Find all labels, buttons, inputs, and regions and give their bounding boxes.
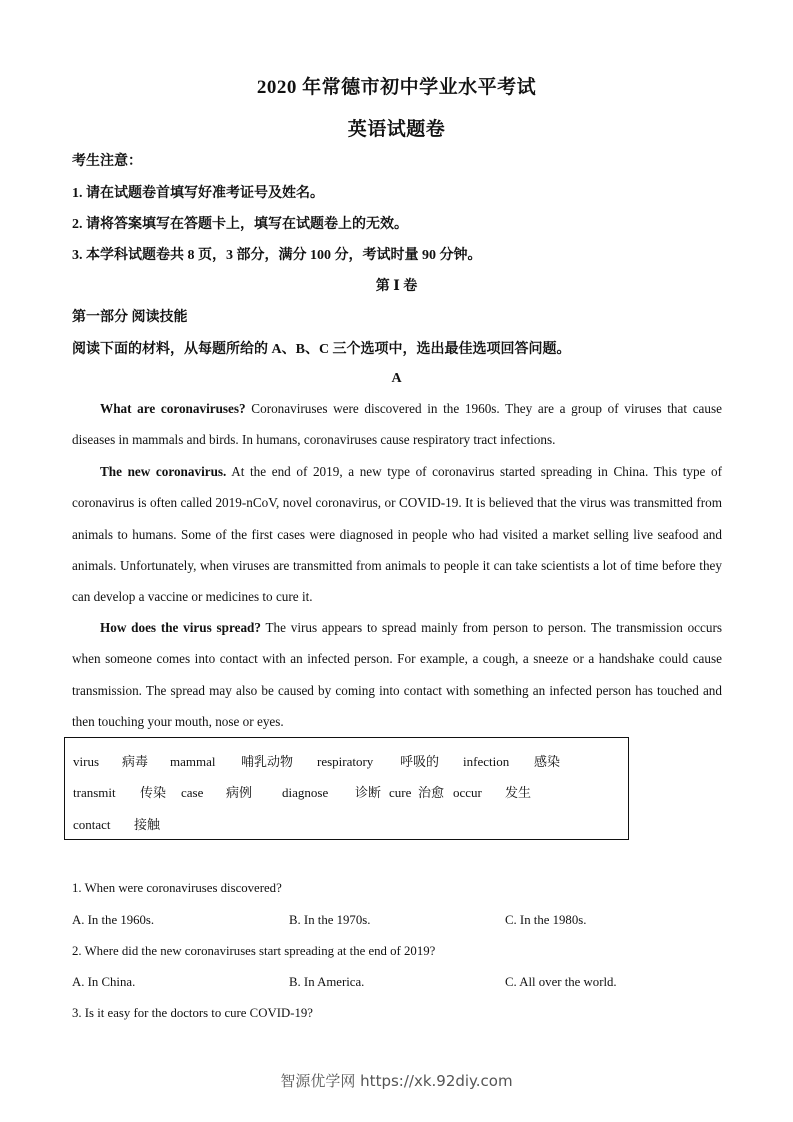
question-text: 1. When were coronaviruses discovered? bbox=[72, 881, 282, 895]
vocab-word: occur bbox=[453, 785, 482, 800]
paragraph-text: At the end of 2019, a new type of coronavirus started spreading in China. This type of coronavirus is often called 2019-nCoV, novel coronavirus, or COVID-19. It is believed that the virus was transmitted from animals to humans. Some of the first cases were diagnosed in people who had visited a market selling live seafood and animals. Unfortunately, when viruses are transmitted from animals to people it can take scientists a lot of time before they can develop a vaccine or medicines to cure it. bbox=[72, 464, 722, 605]
vocab-meaning: 传染 bbox=[140, 785, 167, 800]
vocabulary-box bbox=[64, 737, 629, 840]
vocab-word: contact bbox=[73, 817, 111, 832]
vocab-word: mammal bbox=[170, 754, 216, 769]
vocab-meaning: 病毒 bbox=[122, 754, 149, 769]
passage-label: A bbox=[391, 371, 402, 386]
vocab-meaning: 病例 bbox=[226, 785, 253, 800]
instruction: 阅读下面的材料，从每题所给的 A、B、C 三个选项中，选出最佳选项回答问题。 bbox=[72, 342, 571, 357]
notice-item: 2. 请将答案填写在答题卡上，填写在试题卷上的无效。 bbox=[72, 217, 408, 232]
vocabulary-row bbox=[73, 814, 160, 833]
vocab-word: case bbox=[181, 785, 204, 800]
question-text: 2. Where did the new coronaviruses start spreading at the end of 2019? bbox=[72, 944, 436, 958]
passage-paragraph bbox=[72, 612, 722, 737]
volume-heading: 第 Ⅰ 卷 bbox=[375, 279, 418, 294]
vocab-word: diagnose bbox=[282, 785, 329, 800]
part-heading: 第一部分 阅读技能 bbox=[72, 310, 188, 325]
answer-option-c: C. All over the world. bbox=[505, 975, 617, 989]
paragraph-lead: The new coronavirus. bbox=[100, 464, 227, 479]
answer-option-b: B. In the 1970s. bbox=[289, 913, 371, 927]
vocabulary-row bbox=[73, 782, 531, 801]
vocab-meaning: 哺乳动物 bbox=[241, 754, 294, 769]
notice-item: 3. 本学科试题卷共 8 页，3 部分，满分 100 分，考试时量 90 分钟。 bbox=[72, 248, 482, 263]
vocab-meaning: 呼吸的 bbox=[400, 754, 440, 769]
vocab-meaning: 接触 bbox=[134, 817, 161, 832]
answer-option-a: A. In China. bbox=[72, 975, 136, 989]
vocab-word: virus bbox=[73, 754, 99, 769]
vocab-word: cure bbox=[389, 785, 412, 800]
question-text: 3. Is it easy for the doctors to cure COVID-19? bbox=[72, 1006, 313, 1020]
paragraph-lead: How does the virus spread? bbox=[100, 620, 261, 635]
vocab-meaning: 诊断 bbox=[355, 785, 382, 800]
exam-subtitle: 英语试题卷 bbox=[347, 119, 446, 140]
answer-option-b: B. In America. bbox=[289, 975, 365, 989]
passage-paragraph bbox=[72, 456, 722, 612]
vocab-word: infection bbox=[463, 754, 510, 769]
paragraph-text: The virus appears to spread mainly from person to person. The transmission occurs when someone comes into contact with an infected person. For example, a cough, a sneeze or a handshake could cause transmission. The spread may also be caused by coming into contact with something an infected person has touched and then touching your mouth, nose or eyes. bbox=[72, 620, 722, 729]
answer-option-a: A. In the 1960s. bbox=[72, 913, 155, 927]
paragraph-text: Coronaviruses were discovered in the 1960s. They are a group of viruses that cause diseases in mammals and birds. In humans, coronaviruses cause respiratory tract infections. bbox=[72, 401, 722, 448]
notice-heading: 考生注意： bbox=[72, 154, 142, 169]
notice-item: 1. 请在试题卷首填写好准考证号及姓名。 bbox=[72, 186, 324, 201]
vocab-word: transmit bbox=[73, 785, 116, 800]
paragraph-lead: What are coronaviruses? bbox=[100, 401, 246, 416]
vocab-meaning: 治愈 bbox=[418, 785, 445, 800]
vocab-meaning: 感染 bbox=[534, 754, 561, 769]
vocab-meaning: 发生 bbox=[505, 785, 532, 800]
answer-option-c: C. In the 1980s. bbox=[505, 913, 587, 927]
exam-title: 2020 年常德市初中学业水平考试 bbox=[256, 77, 537, 98]
footer-watermark: 智源优学网 https://xk.92diy.com bbox=[280, 1072, 513, 1090]
passage-paragraph bbox=[72, 393, 722, 456]
vocab-word: respiratory bbox=[317, 754, 374, 769]
vocabulary-row bbox=[73, 751, 560, 770]
